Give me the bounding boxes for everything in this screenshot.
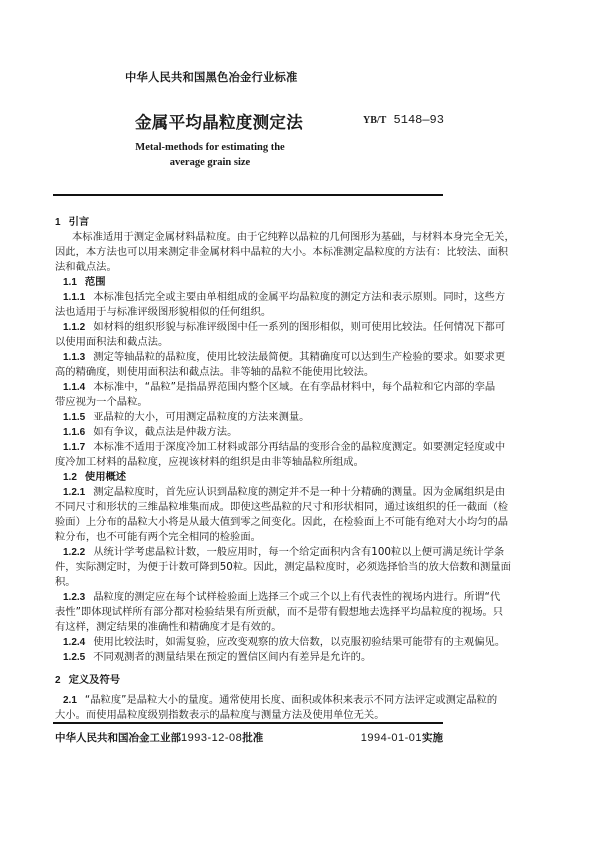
text-line xyxy=(55,485,506,500)
clause-number: 1.1.4 xyxy=(63,382,86,393)
clause-number: 2 xyxy=(55,675,61,686)
clause xyxy=(55,635,506,650)
clause-text: 积。 xyxy=(55,576,76,588)
text-line xyxy=(55,335,443,350)
clause-number: 1.2.3 xyxy=(63,592,86,603)
approver: 中华人民共和国冶金工业部 xyxy=(55,732,181,744)
clause xyxy=(55,380,496,410)
text-line xyxy=(55,425,443,440)
text-line xyxy=(55,560,511,575)
clause-number: 1.2.4 xyxy=(63,637,86,648)
clause-number: 1.1 xyxy=(63,277,77,288)
clause-text: 有这样，测定结果的准确性和精确度才是有效的。 xyxy=(55,621,282,633)
standard-code-prefix: YB/T xyxy=(363,115,387,126)
header-rule xyxy=(53,194,443,196)
english-title-line: Metal-methods for estimating the xyxy=(135,142,285,153)
clause-text: 使用比较法时，如需复验，应改变观察的放大倍数，以克服初验结果可能带有的主观偏见。 xyxy=(93,636,506,648)
clause-text: 不同观测者的测量结果在预定的置信区间内有差异是允许的。 xyxy=(93,651,372,663)
clause-text: 法和截点法。 xyxy=(55,261,117,273)
document-title: 金属平均晶粒度测定法 xyxy=(135,113,303,132)
clause xyxy=(55,230,515,275)
clause-text: 范围 xyxy=(84,276,106,288)
clause-text: 验面）上分布的晶粒大小将是从最大值到零之间变化。因此，在检验面上不可能有绝对大小均匀的晶 xyxy=(55,516,509,528)
text-line xyxy=(55,365,443,380)
clause-text: 如材料的组织形貌与标准评级图中任一系列的图形相似，则可使用比较法。任何情况下都可 xyxy=(93,321,506,333)
standard-code xyxy=(363,113,444,127)
text-line xyxy=(55,215,443,230)
text-line xyxy=(55,530,443,545)
english-title-line: average grain size xyxy=(169,157,251,168)
text-line xyxy=(55,410,443,425)
clause-text: 大小。而使用晶粒度级别指数表示的晶粒度与测量方法及使用单位无关。 xyxy=(55,709,385,721)
text-line xyxy=(55,515,509,530)
section-heading xyxy=(55,215,443,230)
text-line xyxy=(55,605,504,620)
clause-number: 1.1.2 xyxy=(63,322,86,333)
text-line xyxy=(55,275,443,290)
text-line xyxy=(55,260,443,275)
clause xyxy=(55,440,506,470)
text-line xyxy=(55,290,506,305)
clause-text: 使用概述 xyxy=(84,471,127,483)
clause-text: 表性”即体现试样所有部分都对检验结果有所贡献，而不是带有假想地去选择平均晶粒度的视场。只 xyxy=(55,606,504,618)
clause xyxy=(55,650,443,665)
clause-number: 1.2 xyxy=(63,472,77,483)
clause-number: 2.1 xyxy=(63,695,77,706)
clause-text: 本标准适用于测定金属材料晶粒度。由于它纯粹以晶粒的几何图形为基础，与材料本身完全无关， xyxy=(72,231,515,243)
text-line xyxy=(55,230,515,245)
text-line xyxy=(55,620,443,635)
clause-text: 本标准不适用于深度冷加工材料或部分再结晶的变形合金的晶粒度测定。如要测定轻度或中 xyxy=(93,441,506,453)
clause-text: 亚晶粒的大小，可用测定晶粒度的方法来测量。 xyxy=(93,411,310,423)
clause-text: 高的精确度，则使用面积法和截点法。非等轴的晶粒不能使用比较法。 xyxy=(55,366,375,378)
clause-number: 1.2.5 xyxy=(63,652,86,663)
clause xyxy=(55,350,506,380)
text-line xyxy=(55,305,443,320)
text-line xyxy=(55,708,443,723)
text-line xyxy=(55,500,509,515)
text-line xyxy=(55,650,443,665)
text-line xyxy=(55,440,506,455)
clause-text: 因此，本方法也可以用来测定非金属材料中晶粒的大小。本标准测定晶粒度的方法有：比较法、面积 xyxy=(55,246,509,258)
clause-number: 1.1.1 xyxy=(63,292,86,303)
text-line xyxy=(55,320,506,335)
clause xyxy=(55,590,504,635)
subsection-heading xyxy=(55,275,443,290)
section-heading xyxy=(55,673,443,688)
clause-text: 粒分布，也不可能有两个完全相同的检验面。 xyxy=(55,531,261,543)
clause-text: 带应视为一个晶粒。 xyxy=(55,396,148,408)
approval-info xyxy=(55,730,263,745)
clause-text: 如有争议，截点法是仲裁方法。 xyxy=(93,426,238,438)
clause xyxy=(55,485,509,545)
clause-text: 度冷加工材料的晶粒度，应视该材料的组织是由非等轴晶粒所组成。 xyxy=(55,456,364,468)
clause-number: 1.1.6 xyxy=(63,427,86,438)
effective-info xyxy=(361,730,443,745)
clause-text: 测定等轴晶粒的晶粒度，使用比较法最简便。其精确度可以达到生产检验的要求。如要求更 xyxy=(93,351,506,363)
text-line xyxy=(55,395,443,410)
standard-issuer: 中华人民共和国黑色冶金行业标准 xyxy=(125,71,298,84)
clause-number: 1.2.1 xyxy=(63,487,86,498)
english-title xyxy=(110,140,310,170)
clause-text: 以使用面积法和截点法。 xyxy=(55,336,169,348)
effective-date: 1994-01-01 xyxy=(360,732,422,744)
subsection-heading xyxy=(55,470,443,485)
clause xyxy=(55,320,506,350)
clause xyxy=(55,290,506,320)
clause-number: 1 xyxy=(55,217,61,228)
clause-number: 1.2.2 xyxy=(63,547,86,558)
text-line xyxy=(55,545,505,560)
document-body xyxy=(55,215,515,723)
approve-date: 1993-12-08 xyxy=(181,732,243,744)
text-line xyxy=(55,380,496,395)
clause-text: 本标准中，“晶粒”是指晶界范围内整个区域。在有孪晶材料中，每个晶粒和它内部的孪晶 xyxy=(93,381,496,393)
footer-rule xyxy=(53,722,443,724)
clause-text: 本标准包括完全或主要由单相组成的金属平均晶粒度的测定方法和表示原则。同时，这些方 xyxy=(93,291,506,303)
clause xyxy=(55,545,511,590)
text-line xyxy=(55,673,443,688)
clause-text: 不同尺寸和形状的三维晶粒堆集而成。即使这些晶粒的尺寸和形状相同，通过该组织的任一截面（检 xyxy=(55,501,509,513)
text-line xyxy=(55,245,509,260)
clause-text: 件，实际测定时，为便于计数可降到50粒。因此，测定晶粒度时，必须选择恰当的放大倍数和测量面 xyxy=(55,561,511,573)
text-line xyxy=(55,635,506,650)
clause xyxy=(55,693,498,723)
clause-text: 测定晶粒度时，首先应认识到晶粒度的测定并不是一种十分精确的测量。因为金属组织是由 xyxy=(93,486,506,498)
effective-label: 实施 xyxy=(422,732,443,744)
footer xyxy=(55,730,443,745)
approve-label: 批准 xyxy=(242,732,264,744)
text-line xyxy=(55,693,498,708)
clause xyxy=(55,425,443,440)
clause-number: 1.1.5 xyxy=(63,412,86,423)
clause-text: 从统计学考虑晶粒计数，一般应用时，每一个给定面积内含有100粒以上便可满足统计学条 xyxy=(93,546,505,558)
text-line xyxy=(55,590,501,605)
text-line xyxy=(55,350,506,365)
clause-text: 法也适用于与标准评级图形貌相似的任何组织。 xyxy=(55,306,272,318)
text-line xyxy=(55,575,443,590)
clause xyxy=(55,410,443,425)
clause-text: 定义及符号 xyxy=(68,674,121,686)
clause-text: “晶粒度”是晶粒大小的量度。通常使用长度、面积或体积来表示不同方法评定或测定晶粒的 xyxy=(84,694,498,706)
text-line xyxy=(55,470,443,485)
standard-code-number: 5148—93 xyxy=(393,113,444,127)
clause-text: 引言 xyxy=(68,216,90,228)
clause-number: 1.1.7 xyxy=(63,442,86,453)
clause-number: 1.1.3 xyxy=(63,352,86,363)
text-line xyxy=(55,455,443,470)
clause-text: 晶粒度的测定应在每个试样检验面上选择三个或三个以上有代表性的视场内进行。所谓“代 xyxy=(93,591,501,603)
